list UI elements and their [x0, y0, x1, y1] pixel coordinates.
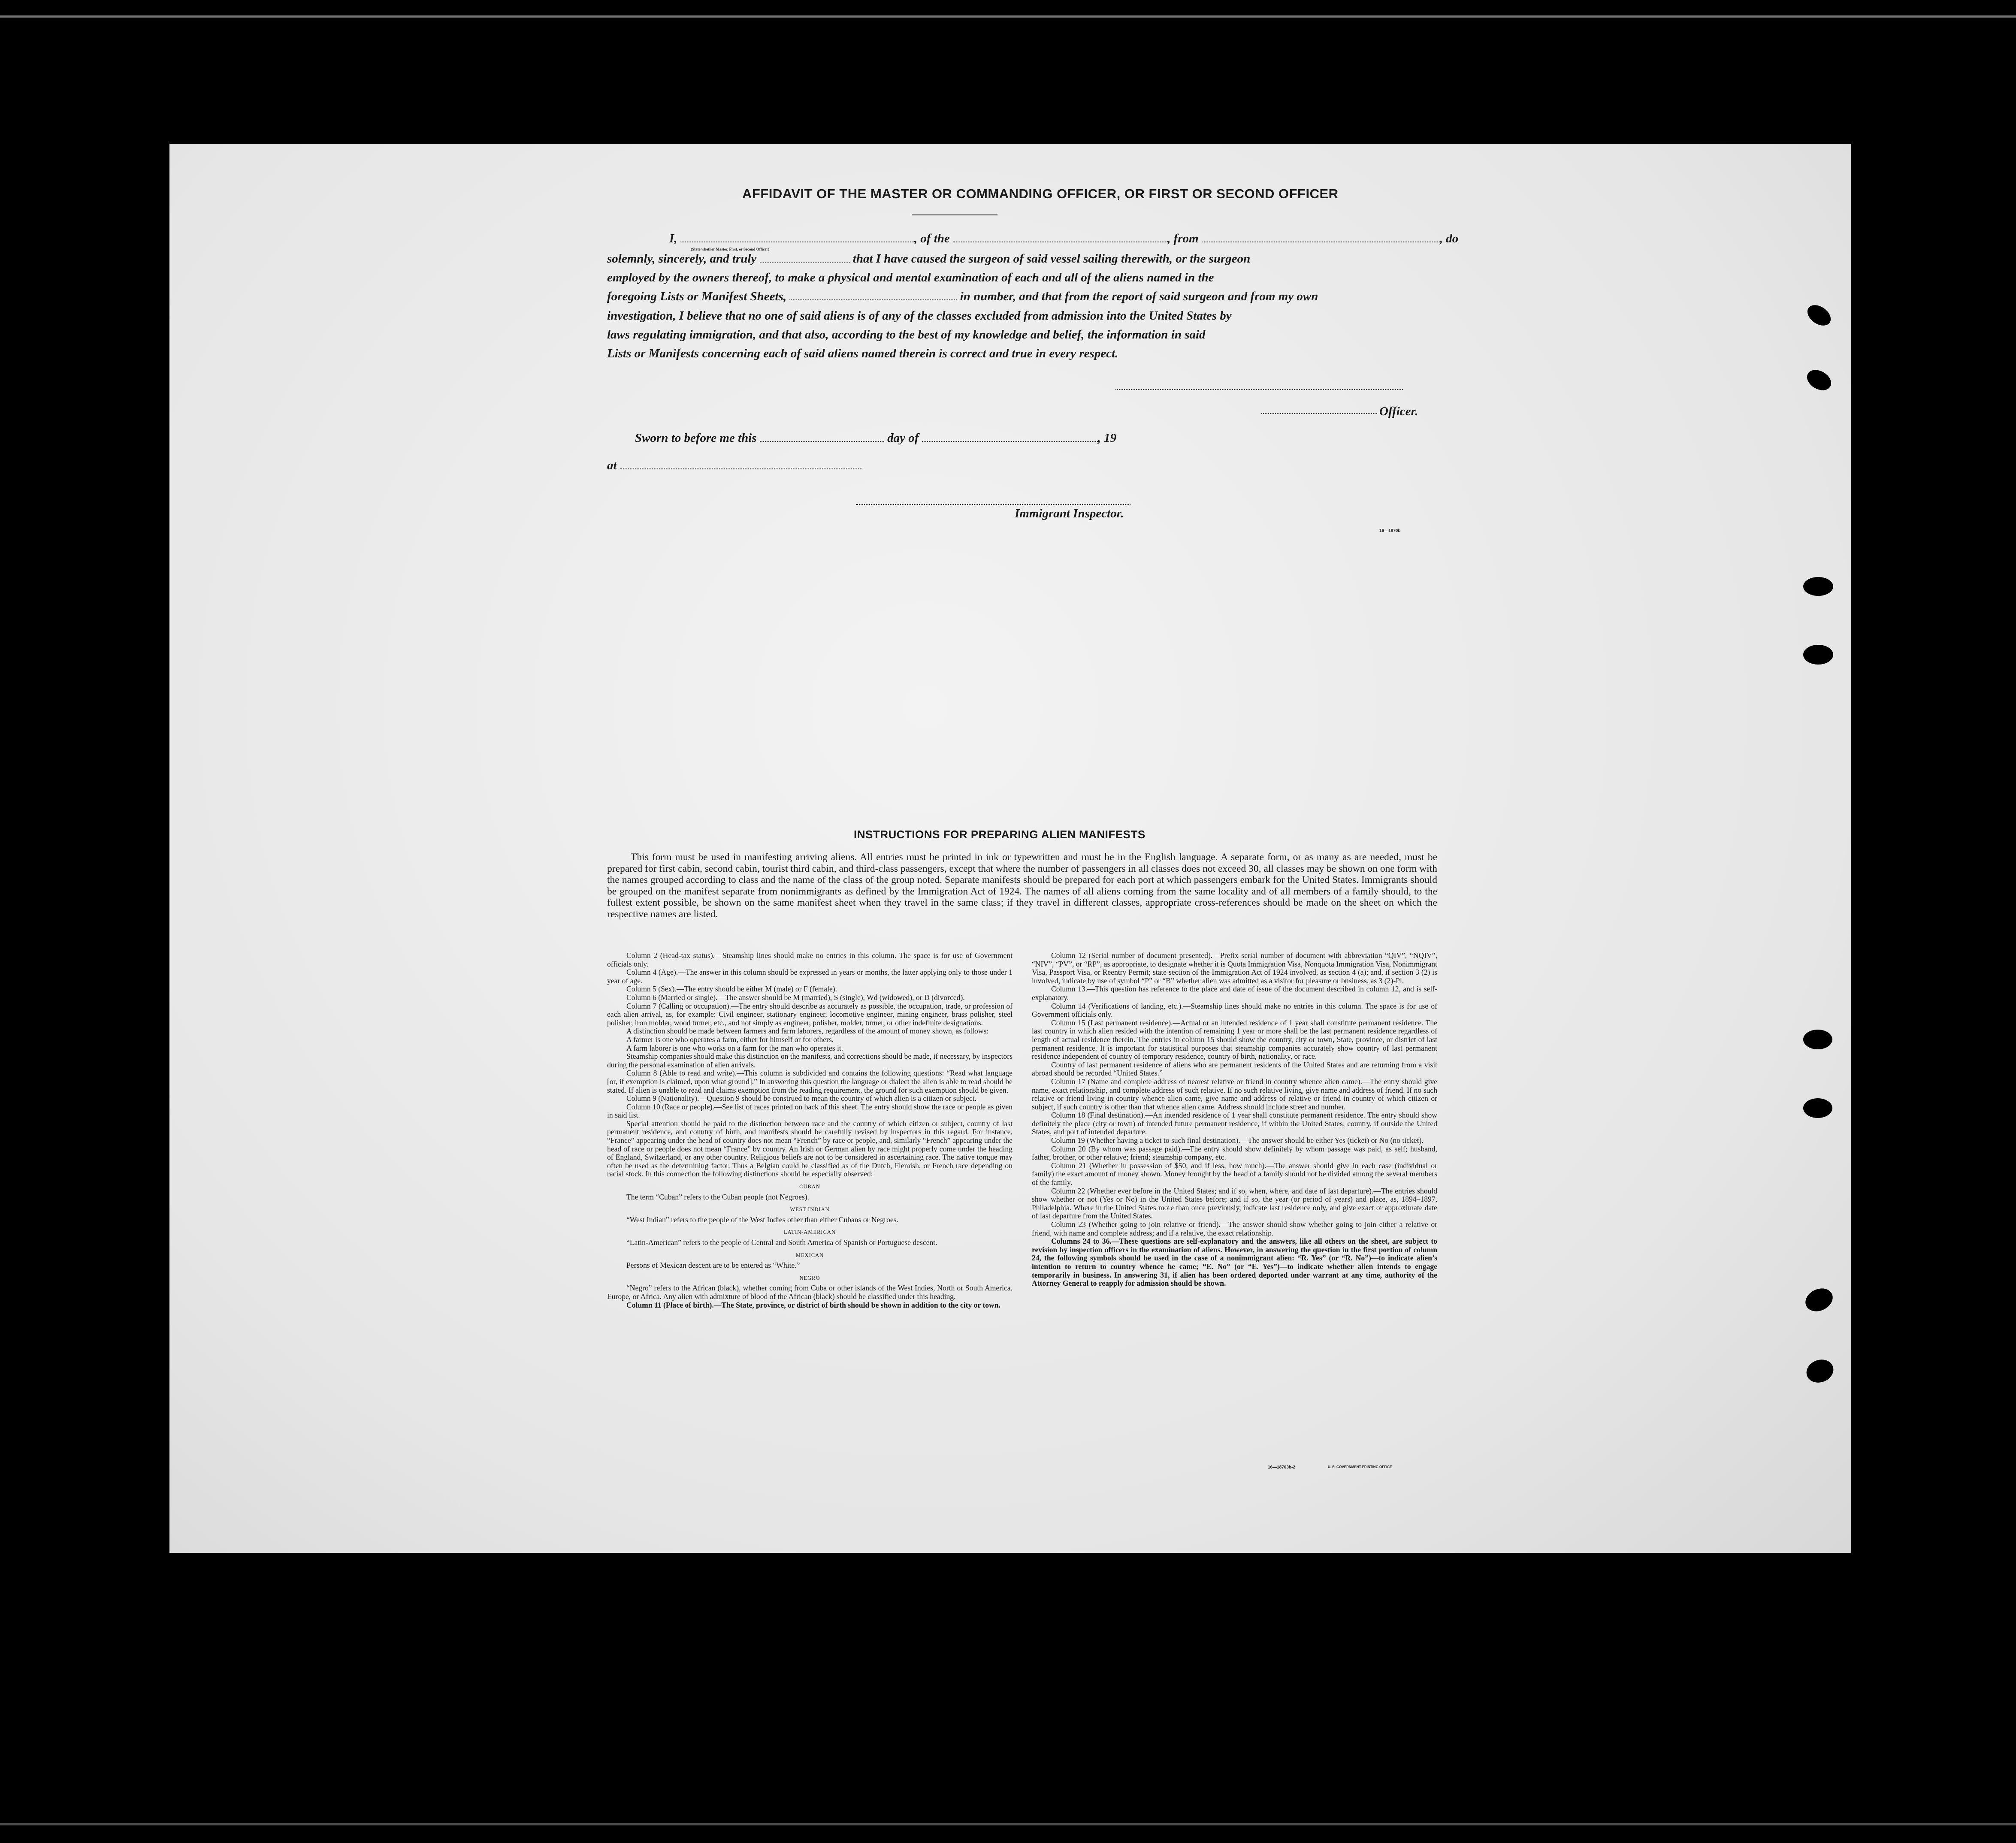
- place-field[interactable]: [620, 459, 862, 469]
- officer-line[interactable]: [1261, 413, 1377, 414]
- punch-hole: [1803, 645, 1833, 665]
- punch-hole: [1802, 1284, 1837, 1315]
- form-code: 16—1870b: [1379, 529, 1401, 533]
- col-12: Column 12 (Serial number of document presented).—Prefix serial number of document with abbreviation “QIV”, “NQIV”, “NIV”, “PV”, or “RP”, as appropriate, to designate whether it is Quota Immigration Visa, Nonquota Immigration Visa, Nonimmigrant Visa, Passport Visa, or Reentry Permit; state section of the Immigration Act of 1924 involved, as section 4 (a); and, if section 3 (2) is involved, indicate by use of symbol “P” or “B” whether alien was admitted as a visitor for pleasure or business, as 3 (2)-Pl.: [1032, 951, 1437, 985]
- col-10: Column 10 (Race or people).—See list of races printed on back of this sheet. The entry should show the race or people as given in said list.: [607, 1102, 1013, 1120]
- col-20: Column 20 (By whom was passage paid).—The entry should show definitely by whom passage was paid, as self; husband, father, brother, or other relative; friend; steamship company, etc.: [1032, 1144, 1437, 1162]
- affidavit-of-the: , of the: [914, 232, 950, 245]
- inspector-signature-line[interactable]: [856, 504, 1130, 505]
- col-14: Column 14 (Verifications of landing, etc.).—Steamship lines should make no entries in this column. The space is for use of Government officials only.: [1032, 1001, 1437, 1019]
- latin-american-heading: LATIN-AMERICAN: [784, 1229, 836, 1236]
- vessel-field[interactable]: [953, 232, 1167, 242]
- col-7: Column 7 (Calling or occupation).—The entry should describe as accurately as possible, the occupation, trade, or profession of each alien arrival, as, for example: Civil engineer, stationary engineer, locomotive engineer, mining engineer, brass polisher, steel polisher, iron molder, wood turner, etc., and not simply as engineer, polisher, molder, turner, or other indefinite designations.: [607, 1001, 1013, 1027]
- punch-hole: [1804, 366, 1835, 394]
- col-4: Column 4 (Age).—The answer in this column should be expressed in years or months, the latter applying only to those under 1 year of age.: [607, 968, 1013, 985]
- sworn-a: Sworn to before me this: [635, 431, 757, 445]
- west-indian-heading: WEST INDIAN: [790, 1206, 830, 1213]
- col-5: Column 5 (Sex).—The entry should be either M (male) or F (female).: [626, 985, 837, 994]
- col-19: Column 19 (Whether having a ticket to such final destination).—The answer should be either Yes (ticket) or No (no ticket).: [1051, 1136, 1424, 1145]
- affidavit-line-4: [607, 290, 1318, 304]
- affidavit-line-1: [639, 232, 1459, 246]
- affidavit-line-5: investigation, I believe that no one of said aliens is of any of the classes excluded from admission into the United States by: [607, 309, 1232, 323]
- officer-label: Officer.: [1379, 405, 1418, 418]
- col-15-returning: Country of last permanent residence of aliens who are permanent residents of the United States and are returning from a visit abroad should be recorded “United States.”: [1032, 1060, 1437, 1078]
- manifest-page: [169, 144, 1851, 1553]
- affidavit-line-7: Lists or Manifests concerning each of said aliens named therein is correct and true in every respect.: [607, 347, 1118, 360]
- sworn-line: [635, 431, 1116, 445]
- col-6: Column 6 (Married or single).—The answer should be M (married), S (single), Wd (widowed), or D (divorced).: [626, 993, 965, 1002]
- punch-hole: [1803, 1098, 1832, 1118]
- instructions-intro: [607, 852, 1437, 920]
- affidavit-from: , from: [1167, 232, 1199, 245]
- scan-frame-line: [0, 1823, 2016, 1825]
- punch-hole: [1803, 577, 1833, 596]
- negro-def: “Negro” refers to the African (black), whether coming from Cuba or other islands of the West Indies, North or South America, Europe, or Africa. Any alien with admixture of blood of the African (black) should be classified under this heading.: [607, 1284, 1013, 1301]
- farmer-distinction: A distinction should be made between farmers and farm laborers, regardless of the amount of money shown, as follows:: [626, 1027, 989, 1036]
- west-indian-def: “West Indian” refers to the people of the West Indies other than either Cubans or Negroes.: [626, 1215, 898, 1224]
- col-8: Column 8 (Able to read and write).—This column is subdivided and contains the following questions: “Read what language [or, if exemption is claimed, upon what ground].” In answering this question the language or dialect the alien is able to read should be stated. If alien is unable to read and claims exemption from the reading requirement, the ground for such exemption should be given.: [607, 1069, 1013, 1094]
- printer-imprint: U. S. GOVERNMENT PRINTING OFFICE: [1328, 1465, 1392, 1469]
- col-21: Column 21 (Whether in possession of $50, and if less, how much).—The answer should give in each case (individual or family) the exact amount of money shown. Money brought by the head of a family should not be divided among the several members of the family.: [1032, 1161, 1437, 1187]
- rank-note: (State whether Master, First, or Second Officer): [691, 247, 770, 251]
- affidavit-line2-a: solemnly, sincerely, and truly: [607, 252, 757, 266]
- punch-hole: [1804, 301, 1835, 329]
- instructions-left-column: [607, 952, 1013, 1309]
- col-24-36: Columns 24 to 36.—These questions are self-explanatory and the answers, like all others on the sheet, are subject to revision by inspection officers in the examination of aliens. However, in answering the question in the first portion of column 24, the following symbols should be used in the case of a nonimmigrant alien: “R. Yes” (or “R. No”)—to indicate alien’s intention to return to country whence he came; “E. No” (or “E. Yes”)—to indicate whether alien intends to engage temporarily in business. In answering 31, if alien has been ordered deported under warrant at any time, authority of the Attorney General to reapply for admission should be shown.: [1032, 1237, 1437, 1288]
- inspector-label: Immigrant Inspector.: [1015, 507, 1124, 520]
- negro-heading: NEGRO: [799, 1275, 820, 1281]
- col-11: Column 11 (Place of birth).—The State, province, or district of birth should be shown in addition to the city or town.: [626, 1300, 1000, 1309]
- instructions-right-column: [1032, 952, 1437, 1288]
- col-23: Column 23 (Whether going to join relative or friend).—The answer should show whether going to join either a relative or friend, with name and complete address; and if a relative, the exact relationship.: [1032, 1220, 1437, 1237]
- punch-hole: [1803, 1030, 1832, 1049]
- col-15: Column 15 (Last permanent residence).—Actual or an intended residence of 1 year shall constitute permanent residence. The last country in which alien resided with the intention of remaining 1 year or more shall be the last permanent residence regardless of length of actual residence therein. The entries in column 15 should show the country, city or town, State, province, or district of last permanent residence. It is important for statistical purposes that steamship companies accurately show country of last permanent residence independent of country of temporary residence, country of birth, nationality, or race.: [1032, 1018, 1437, 1061]
- intro-paragraph: This form must be used in manifesting arriving aliens. All entries must be printed in ink or typewritten and must be in the English language. A separate form, or as many as are needed, must be prepared for first cabin, second cabin, tourist third cabin, and third-class passengers, except that where the number of passengers in all classes does not exceed 30, all classes may be shown on one form with the names grouped according to class and the name of the class of the group noted. Separate manifests should be prepared for each port at which passengers embark for the United States. Immigrants should be grouped on the manifest separate from nonimmigrants as defined by the Immigration Act of 1924. The names of all aliens coming from the same locality and of all members of a family should, to the fullest extent possible, be shown on the same manifest sheet when they travel in the same class; if they travel in different classes, appropriate cross-references should be made on the sheet on which the respective names are listed.: [607, 852, 1437, 920]
- farm-laborer-def: A farm laborer is one who works on a farm for the man who operates it.: [626, 1043, 843, 1052]
- instructions-title: INSTRUCTIONS FOR PREPARING ALIEN MANIFESTS: [854, 828, 1146, 841]
- number-field[interactable]: [789, 290, 957, 300]
- mexican-heading: MEXICAN: [795, 1252, 824, 1258]
- sworn-b: day of: [887, 431, 919, 445]
- cuban-def: The term “Cuban” refers to the Cuban people (not Negroes).: [626, 1192, 810, 1201]
- affidavit-line-2: [607, 252, 1250, 266]
- col-17: Column 17 (Name and complete address of nearest relative or friend in country whence alien came).—The entry should give name, exact relationship, and complete address of such relative. If no such relative living, give name and address of friend. If no such relative or friend living in country whence alien came, give name and address of relative or friend in country of which citizen or subject, if such country is other than that whence alien came. Address should include street and number.: [1032, 1077, 1437, 1111]
- col-22: Column 22 (Whether ever before in the United States; and if so, when, where, and date of last departure).—The entries should show whether or not (Yes or No) in the United States before; and if so, the year (or period of years) and place, as, 1894–1897, Philadelphia. Where in the United States more than once previously, indicate last residence only, and give exact or approximate date of last departure from the United States.: [1032, 1186, 1437, 1221]
- cuban-heading: CUBAN: [799, 1184, 820, 1190]
- affidavit-line-6: laws regulating immigration, and that also, according to the best of my knowledge and belief, the information in said: [607, 328, 1206, 341]
- mexican-def: Persons of Mexican descent are to be entered as “White.”: [626, 1261, 800, 1270]
- race-distinction: Special attention should be paid to the distinction between race and the country of which citizen or subject, country of last permanent residence, and country of birth, and manifests should be carefully revised by inspectors in this regard. For instance, “France” appearing under the head of country does not mean “French” by race or people, and, similarly “French” appearing under the head of race or people does not mean “France” by country. An Irish or German alien by race might properly come under the heading of England, Switzerland, or any other country. Religious beliefs are not to be considered in ascertaining race. The native tongue may often be used as the determining factor. Thus a Belgian could be classified as of the Dutch, Flemish, or French race depending on racial stock. In this connection the following distinctions should be especially observed:: [607, 1119, 1013, 1178]
- affidavit-do: , do: [1439, 232, 1459, 245]
- col-2: Column 2 (Head-tax status).—Steamship lines should make no entries in this column. The space is for use of Government officials only.: [607, 951, 1013, 968]
- affidavit-line4-b: in number, and that from the report of said surgeon and from my own: [960, 290, 1318, 303]
- footer-code: 16—18703b-2: [1268, 1465, 1295, 1470]
- month-field[interactable]: [922, 432, 1098, 442]
- punch-hole: [1803, 1356, 1837, 1387]
- affidavit-line4-a: foregoing Lists or Manifest Sheets,: [607, 290, 787, 303]
- at-label: at: [607, 459, 617, 472]
- col-9: Column 9 (Nationality).—Question 9 should be construed to mean the country of which alien is a citizen or subject.: [626, 1094, 976, 1103]
- farmer-def: A farmer is one who operates a farm, either for himself or for others.: [626, 1035, 834, 1044]
- signature-line[interactable]: [1115, 389, 1403, 390]
- affidavit-line-3: employed by the owners thereof, to make a physical and mental examination of each and all of the aliens named in the: [607, 271, 1214, 284]
- scan-frame-line: [0, 15, 2016, 18]
- affidavit-line2-b: that I have caused the surgeon of said vessel sailing therewith, or the surgeon: [852, 252, 1251, 266]
- swear-field[interactable]: [760, 252, 850, 263]
- at-line: [607, 459, 862, 473]
- col-13: Column 13.—This question has reference to the place and date of issue of the document described in column 12, and is self-explanatory.: [1032, 985, 1437, 1002]
- day-field[interactable]: [760, 432, 884, 442]
- col-18: Column 18 (Final destination).—An intended residence of 1 year shall constitute permanent residence. The entry should show definitely the place (city or town) of intended future permanent residence, if within the United States; country, if outside the United States, and port of intended departure.: [1032, 1111, 1437, 1136]
- port-field[interactable]: [1202, 232, 1440, 242]
- steamship-distinction: Steamship companies should make this distinction on the manifests, and corrections should be made, if necessary, by inspectors during the personal examination of alien arrivals.: [607, 1052, 1013, 1069]
- latin-american-def: “Latin-American” refers to the people of Central and South America of Spanish or Portuguese descent.: [626, 1238, 937, 1247]
- affidavit-i: I,: [669, 232, 677, 245]
- sworn-c: , 19: [1097, 431, 1117, 445]
- rank-field[interactable]: [680, 232, 914, 242]
- affidavit-title: AFFIDAVIT OF THE MASTER OR COMMANDING OFFICER, OR FIRST OR SECOND OFFICER: [742, 186, 1339, 201]
